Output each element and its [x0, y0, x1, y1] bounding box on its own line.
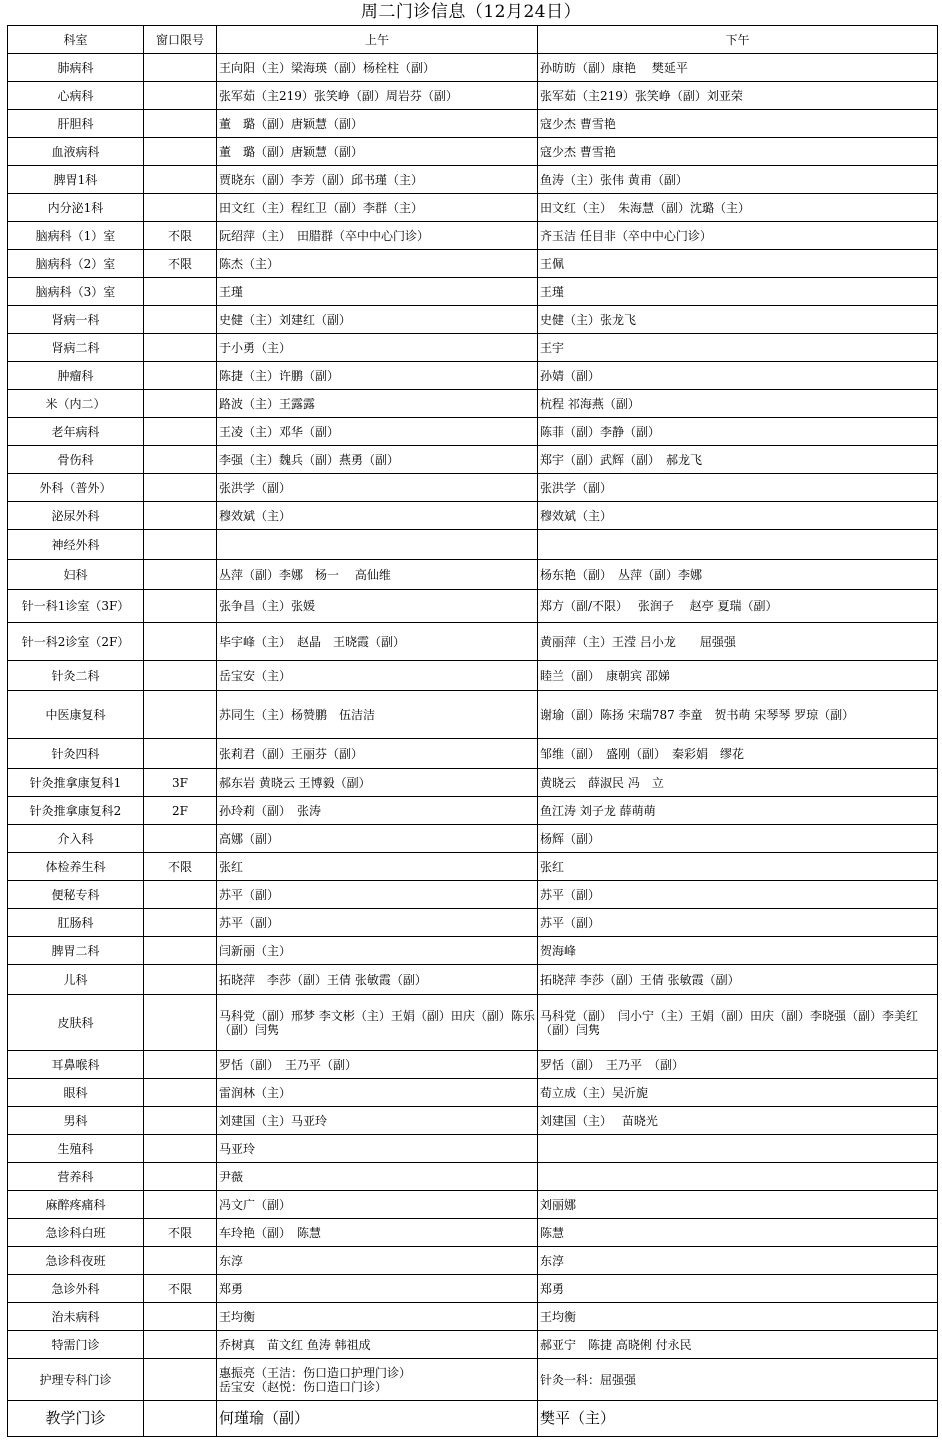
dept-cell: 治未病科: [8, 1303, 144, 1331]
pm-doctors-cell: 鱼江涛 刘子龙 薛萌萌: [538, 797, 938, 825]
window-limit-cell: [144, 390, 217, 418]
am-doctors-cell: 田文红（主）程红卫（副）李群（主）: [217, 194, 538, 222]
dept-cell: 肝胆科: [8, 110, 144, 138]
table-row: [8, 995, 938, 1051]
am-doctors-cell: 苏平（副）: [217, 909, 538, 937]
pm-doctors-cell: 张红: [538, 853, 938, 881]
dept-cell: 体检养生科: [8, 853, 144, 881]
window-limit-cell: [144, 1079, 217, 1107]
pm-doctors-cell: 邹维（副） 盛刚（副） 秦彩娟 缪花: [538, 739, 938, 769]
window-limit-cell: [144, 623, 217, 661]
dept-cell: 妇科: [8, 560, 144, 590]
table-row: [8, 1051, 938, 1079]
pm-doctors-cell: 陈菲（副）李静（副）: [538, 418, 938, 446]
table-row: [8, 334, 938, 362]
table-row: [8, 853, 938, 881]
dept-cell: 脑病科（1）室: [8, 222, 144, 250]
pm-doctors-cell: 郑方（副/不限） 张润子 赵亭 夏瑞（副）: [538, 590, 938, 623]
dept-cell: 急诊科夜班: [8, 1247, 144, 1275]
window-limit-cell: [144, 54, 217, 82]
table-row: [8, 362, 938, 390]
window-limit-cell: [144, 194, 217, 222]
pm-doctors-cell: 谢瑜（副）陈扬 宋瑞787 李童 贺书萌 宋琴琴 罗琼（副）: [538, 691, 938, 739]
am-doctors-cell: 史健（主）刘建红（副）: [217, 306, 538, 334]
am-doctors-cell: 王向阳（主）梁海瑛（副）杨栓柱（副）: [217, 54, 538, 82]
am-doctors-cell: 闫新丽（主）: [217, 937, 538, 965]
window-limit-cell: [144, 691, 217, 739]
dept-cell: 麻醉疼痛科: [8, 1191, 144, 1219]
dept-cell: 营养科: [8, 1163, 144, 1191]
am-doctors-cell: 张红: [217, 853, 538, 881]
am-doctors-cell: 拓晓萍 李莎（副）王倩 张敏霞（副）: [217, 965, 538, 995]
pm-doctors-cell: 鱼涛（主）张伟 黄甫（副）: [538, 166, 938, 194]
pm-doctors-cell: [538, 530, 938, 560]
table-row: [8, 1275, 938, 1303]
table-row: [8, 769, 938, 797]
am-doctors-cell: 惠振亮（王洁：伤口造口护理门诊） 岳宝安（赵悦：伤口造口门诊）: [217, 1359, 538, 1401]
table-row: [8, 54, 938, 82]
dept-cell: 脑病科（3）室: [8, 278, 144, 306]
window-limit-cell: [144, 825, 217, 853]
dept-cell: 中医康复科: [8, 691, 144, 739]
pm-doctors-cell: 睦兰（副） 康朝宾 邵娣: [538, 661, 938, 691]
dept-cell: 肺病科: [8, 54, 144, 82]
dept-cell: 米（内二）: [8, 390, 144, 418]
table-row: [8, 1247, 938, 1275]
window-limit-cell: [144, 362, 217, 390]
window-limit-cell: [144, 502, 217, 530]
pm-doctors-cell: 齐玉洁 任目非（卒中中心门诊）: [538, 222, 938, 250]
table-row: [8, 278, 938, 306]
window-limit-cell: 不限: [144, 1219, 217, 1247]
pm-doctors-cell: 张军茹（主219）张笑峥（副）刘亚荣: [538, 82, 938, 110]
pm-doctors-cell: 苏平（副）: [538, 909, 938, 937]
window-limit-cell: [144, 560, 217, 590]
dept-cell: 针一科1诊室（3F）: [8, 590, 144, 623]
dept-cell: 泌尿外科: [8, 502, 144, 530]
pm-doctors-cell: 田文红（主） 朱海慧（副）沈璐（主）: [538, 194, 938, 222]
pm-doctors-cell: 王佩: [538, 250, 938, 278]
table-row: [8, 739, 938, 769]
dept-cell: 内分泌1科: [8, 194, 144, 222]
table-row: [8, 909, 938, 937]
table-row: [8, 881, 938, 909]
table-row: [8, 166, 938, 194]
am-doctors-cell: 陈杰（主）: [217, 250, 538, 278]
table-row: [8, 623, 938, 661]
pm-doctors-cell: 针灸一科：屈强强: [538, 1359, 938, 1401]
dept-cell: 特需门诊: [8, 1331, 144, 1359]
dept-cell: 便秘专科: [8, 881, 144, 909]
pm-doctors-cell: 杨辉（副）: [538, 825, 938, 853]
dept-cell: 护理专科门诊: [8, 1359, 144, 1401]
table-row: [8, 797, 938, 825]
am-doctors-cell: 郝东岩 黄晓云 王博毅（副）: [217, 769, 538, 797]
dept-cell: 肾病一科: [8, 306, 144, 334]
pm-doctors-cell: 东淳: [538, 1247, 938, 1275]
pm-doctors-cell: 拓晓萍 李莎（副）王倩 张敏霞（副）: [538, 965, 938, 995]
table-row: [8, 446, 938, 474]
am-doctors-cell: 陈捷（主）许鹏（副）: [217, 362, 538, 390]
am-doctors-cell: 董 璐（副）唐颖慧（副）: [217, 110, 538, 138]
page-title: 周二门诊信息（12月24日）: [360, 2, 582, 22]
window-limit-cell: 不限: [144, 250, 217, 278]
window-limit-cell: [144, 995, 217, 1051]
table-row: [8, 937, 938, 965]
pm-doctors-cell: 孙昉昉（副）康艳 樊延平: [538, 54, 938, 82]
window-limit-cell: [144, 474, 217, 502]
pm-doctors-cell: 郑宇（副）武辉（副） 郝龙飞: [538, 446, 938, 474]
dept-cell: 介入科: [8, 825, 144, 853]
am-doctors-cell: 马亚玲: [217, 1135, 538, 1163]
dept-cell: 脾胃1科: [8, 166, 144, 194]
table-row: [8, 560, 938, 590]
dept-cell: 急诊外科: [8, 1275, 144, 1303]
window-limit-cell: [144, 110, 217, 138]
dept-cell: 肛肠科: [8, 909, 144, 937]
am-doctors-cell: 王瑾: [217, 278, 538, 306]
dept-cell: 针灸推拿康复科2: [8, 797, 144, 825]
pm-doctors-cell: 寇少杰 曹雪艳: [538, 110, 938, 138]
pm-doctors-cell: 马科党（副） 闫小宁（主）王娟（副）田庆（副）李晓强（副）李美红（副）闫隽: [538, 995, 938, 1051]
header-dept: 科室: [8, 26, 144, 54]
table-row: [8, 590, 938, 623]
am-doctors-cell: 车玲艳（副） 陈慧: [217, 1219, 538, 1247]
am-doctors-cell: 冯文广（副）: [217, 1191, 538, 1219]
pm-doctors-cell: 黄丽萍（主）王滢 吕小龙 屈强强: [538, 623, 938, 661]
pm-doctors-cell: 杨东艳（副） 丛萍（副）李娜: [538, 560, 938, 590]
header-pm: 下午: [538, 26, 938, 54]
table-row: [8, 1331, 938, 1359]
dept-cell: 儿科: [8, 965, 144, 995]
window-limit-cell: [144, 82, 217, 110]
dept-cell: 耳鼻喉科: [8, 1051, 144, 1079]
am-doctors-cell: 罗恬（副） 王乃平（副）: [217, 1051, 538, 1079]
window-limit-cell: [144, 166, 217, 194]
dept-cell: 血液病科: [8, 138, 144, 166]
am-doctors-cell: 尹薇: [217, 1163, 538, 1191]
pm-doctors-cell: 杭程 祁海燕（副）: [538, 390, 938, 418]
am-doctors-cell: [217, 530, 538, 560]
table-row: [8, 1191, 938, 1219]
pm-doctors-cell: 刘丽娜: [538, 1191, 938, 1219]
am-doctors-cell: 张争昌（主）张媛: [217, 590, 538, 623]
pm-doctors-cell: [538, 1163, 938, 1191]
window-limit-cell: [144, 739, 217, 769]
window-limit-cell: [144, 661, 217, 691]
pm-doctors-cell: 王瑾: [538, 278, 938, 306]
dept-cell: 神经外科: [8, 530, 144, 560]
pm-doctors-cell: 荀立成（主）吴沂旎: [538, 1079, 938, 1107]
window-limit-cell: [144, 1303, 217, 1331]
pm-doctors-cell: 樊平（主）: [538, 1401, 938, 1437]
table-row: [8, 390, 938, 418]
table-row: [8, 965, 938, 995]
table-row: [8, 194, 938, 222]
window-limit-cell: [144, 1135, 217, 1163]
window-limit-cell: [144, 530, 217, 560]
window-limit-cell: [144, 334, 217, 362]
window-limit-cell: 不限: [144, 1275, 217, 1303]
window-limit-cell: [144, 965, 217, 995]
window-limit-cell: [144, 909, 217, 937]
table-row: [8, 1163, 938, 1191]
dept-cell: 骨伤科: [8, 446, 144, 474]
window-limit-cell: [144, 1191, 217, 1219]
am-doctors-cell: 丛萍（副）李娜 杨一 高仙维: [217, 560, 538, 590]
am-doctors-cell: 东淳: [217, 1247, 538, 1275]
am-doctors-cell: 孙玲莉（副） 张涛: [217, 797, 538, 825]
am-doctors-cell: 郑勇: [217, 1275, 538, 1303]
table-row: [8, 418, 938, 446]
window-limit-cell: [144, 881, 217, 909]
table-row: [8, 306, 938, 334]
am-doctors-cell: 毕宇峰（主） 赵晶 王晓霞（副）: [217, 623, 538, 661]
table-row: [8, 1135, 938, 1163]
am-doctors-cell: 阮绍萍（主） 田腊群（卒中中心门诊）: [217, 222, 538, 250]
table-row: [8, 1219, 938, 1247]
table-row: [8, 530, 938, 560]
pm-doctors-cell: 王均衡: [538, 1303, 938, 1331]
table-row: [8, 138, 938, 166]
dept-cell: 针灸四科: [8, 739, 144, 769]
table-row: [8, 502, 938, 530]
table-row: [8, 1107, 938, 1135]
table-row: [8, 661, 938, 691]
pm-doctors-cell: 郑勇: [538, 1275, 938, 1303]
pm-doctors-cell: 寇少杰 曹雪艳: [538, 138, 938, 166]
table-row: [8, 1401, 938, 1437]
pm-doctors-cell: 孙婧（副）: [538, 362, 938, 390]
window-limit-cell: [144, 1359, 217, 1401]
pm-doctors-cell: 苏平（副）: [538, 881, 938, 909]
dept-cell: 肿瘤科: [8, 362, 144, 390]
window-limit-cell: [144, 1051, 217, 1079]
pm-doctors-cell: 穆效斌（主）: [538, 502, 938, 530]
window-limit-cell: [144, 306, 217, 334]
dept-cell: 生殖科: [8, 1135, 144, 1163]
am-doctors-cell: 苏平（副）: [217, 881, 538, 909]
window-limit-cell: [144, 590, 217, 623]
window-limit-cell: 不限: [144, 853, 217, 881]
window-limit-cell: 不限: [144, 222, 217, 250]
table-row: [8, 82, 938, 110]
am-doctors-cell: 高娜（副）: [217, 825, 538, 853]
window-limit-cell: [144, 1163, 217, 1191]
dept-cell: 心病科: [8, 82, 144, 110]
dept-cell: 眼科: [8, 1079, 144, 1107]
am-doctors-cell: 马科党（副）邢梦 李文彬（主）王娟（副）田庆（副）陈乐（副）闫隽: [217, 995, 538, 1051]
table-row: [8, 250, 938, 278]
am-doctors-cell: 贾晓东（副）李芳（副）邱书瑾（主）: [217, 166, 538, 194]
dept-cell: 老年病科: [8, 418, 144, 446]
window-limit-cell: 3F: [144, 769, 217, 797]
window-limit-cell: [144, 1107, 217, 1135]
dept-cell: 男科: [8, 1107, 144, 1135]
pm-doctors-cell: 王宇: [538, 334, 938, 362]
dept-cell: 教学门诊: [8, 1401, 144, 1437]
am-doctors-cell: 岳宝安（主）: [217, 661, 538, 691]
am-doctors-cell: 张军茹（主219）张笑峥（副）周岩芬（副）: [217, 82, 538, 110]
pm-doctors-cell: 张洪学（副）: [538, 474, 938, 502]
pm-doctors-cell: 黄晓云 薛淑民 冯 立: [538, 769, 938, 797]
window-limit-cell: [144, 138, 217, 166]
am-doctors-cell: 雷润林（主）: [217, 1079, 538, 1107]
table-row: [8, 1359, 938, 1401]
header-window: 窗口限号: [144, 26, 217, 54]
table-row: [8, 474, 938, 502]
window-limit-cell: [144, 1247, 217, 1275]
am-doctors-cell: 李强（主）魏兵（副）燕勇（副）: [217, 446, 538, 474]
pm-doctors-cell: 罗恬（副） 王乃平 （副）: [538, 1051, 938, 1079]
am-doctors-cell: 穆效斌（主）: [217, 502, 538, 530]
pm-doctors-cell: 刘建国（主） 苗晓光: [538, 1107, 938, 1135]
window-limit-cell: 2F: [144, 797, 217, 825]
am-doctors-cell: 王均衡: [217, 1303, 538, 1331]
clinic-schedule-table: [7, 25, 938, 1437]
table-row: [8, 222, 938, 250]
window-limit-cell: [144, 1331, 217, 1359]
dept-cell: 脑病科（2）室: [8, 250, 144, 278]
window-limit-cell: [144, 937, 217, 965]
dept-cell: 肾病二科: [8, 334, 144, 362]
table-row: [8, 825, 938, 853]
window-limit-cell: [144, 446, 217, 474]
am-doctors-cell: 何瑾瑜（副）: [217, 1401, 538, 1437]
am-doctors-cell: 于小勇（主）: [217, 334, 538, 362]
am-doctors-cell: 刘建国（主）马亚玲: [217, 1107, 538, 1135]
table-row: [8, 1303, 938, 1331]
table-header-row: [8, 26, 938, 54]
window-limit-cell: [144, 278, 217, 306]
window-limit-cell: [144, 1401, 217, 1437]
header-am: 上午: [217, 26, 538, 54]
table-row: [8, 1079, 938, 1107]
am-doctors-cell: 乔树真 苗文红 鱼涛 韩祖成: [217, 1331, 538, 1359]
am-doctors-cell: 董 璐（副）唐颖慧（副）: [217, 138, 538, 166]
dept-cell: 皮肤科: [8, 995, 144, 1051]
table-row: [8, 691, 938, 739]
pm-doctors-cell: 陈慧: [538, 1219, 938, 1247]
am-doctors-cell: 张洪学（副）: [217, 474, 538, 502]
dept-cell: 脾胃二科: [8, 937, 144, 965]
pm-doctors-cell: [538, 1135, 938, 1163]
dept-cell: 急诊科白班: [8, 1219, 144, 1247]
dept-cell: 针灸二科: [8, 661, 144, 691]
window-limit-cell: [144, 418, 217, 446]
am-doctors-cell: 路波（主）王露露: [217, 390, 538, 418]
dept-cell: 外科（普外）: [8, 474, 144, 502]
dept-cell: 针灸推拿康复科1: [8, 769, 144, 797]
pm-doctors-cell: 郝亚宁 陈捷 高晓俐 付永民: [538, 1331, 938, 1359]
table-body: [8, 54, 938, 1437]
pm-doctors-cell: 史健（主）张龙飞: [538, 306, 938, 334]
am-doctors-cell: 王凌（主）邓华（副）: [217, 418, 538, 446]
pm-doctors-cell: 贺海峰: [538, 937, 938, 965]
dept-cell: 针一科2诊室（2F）: [8, 623, 144, 661]
am-doctors-cell: 张莉君（副）王丽芬（副）: [217, 739, 538, 769]
am-doctors-cell: 苏同生（主）杨赞鹏 伍洁洁: [217, 691, 538, 739]
table-row: [8, 110, 938, 138]
